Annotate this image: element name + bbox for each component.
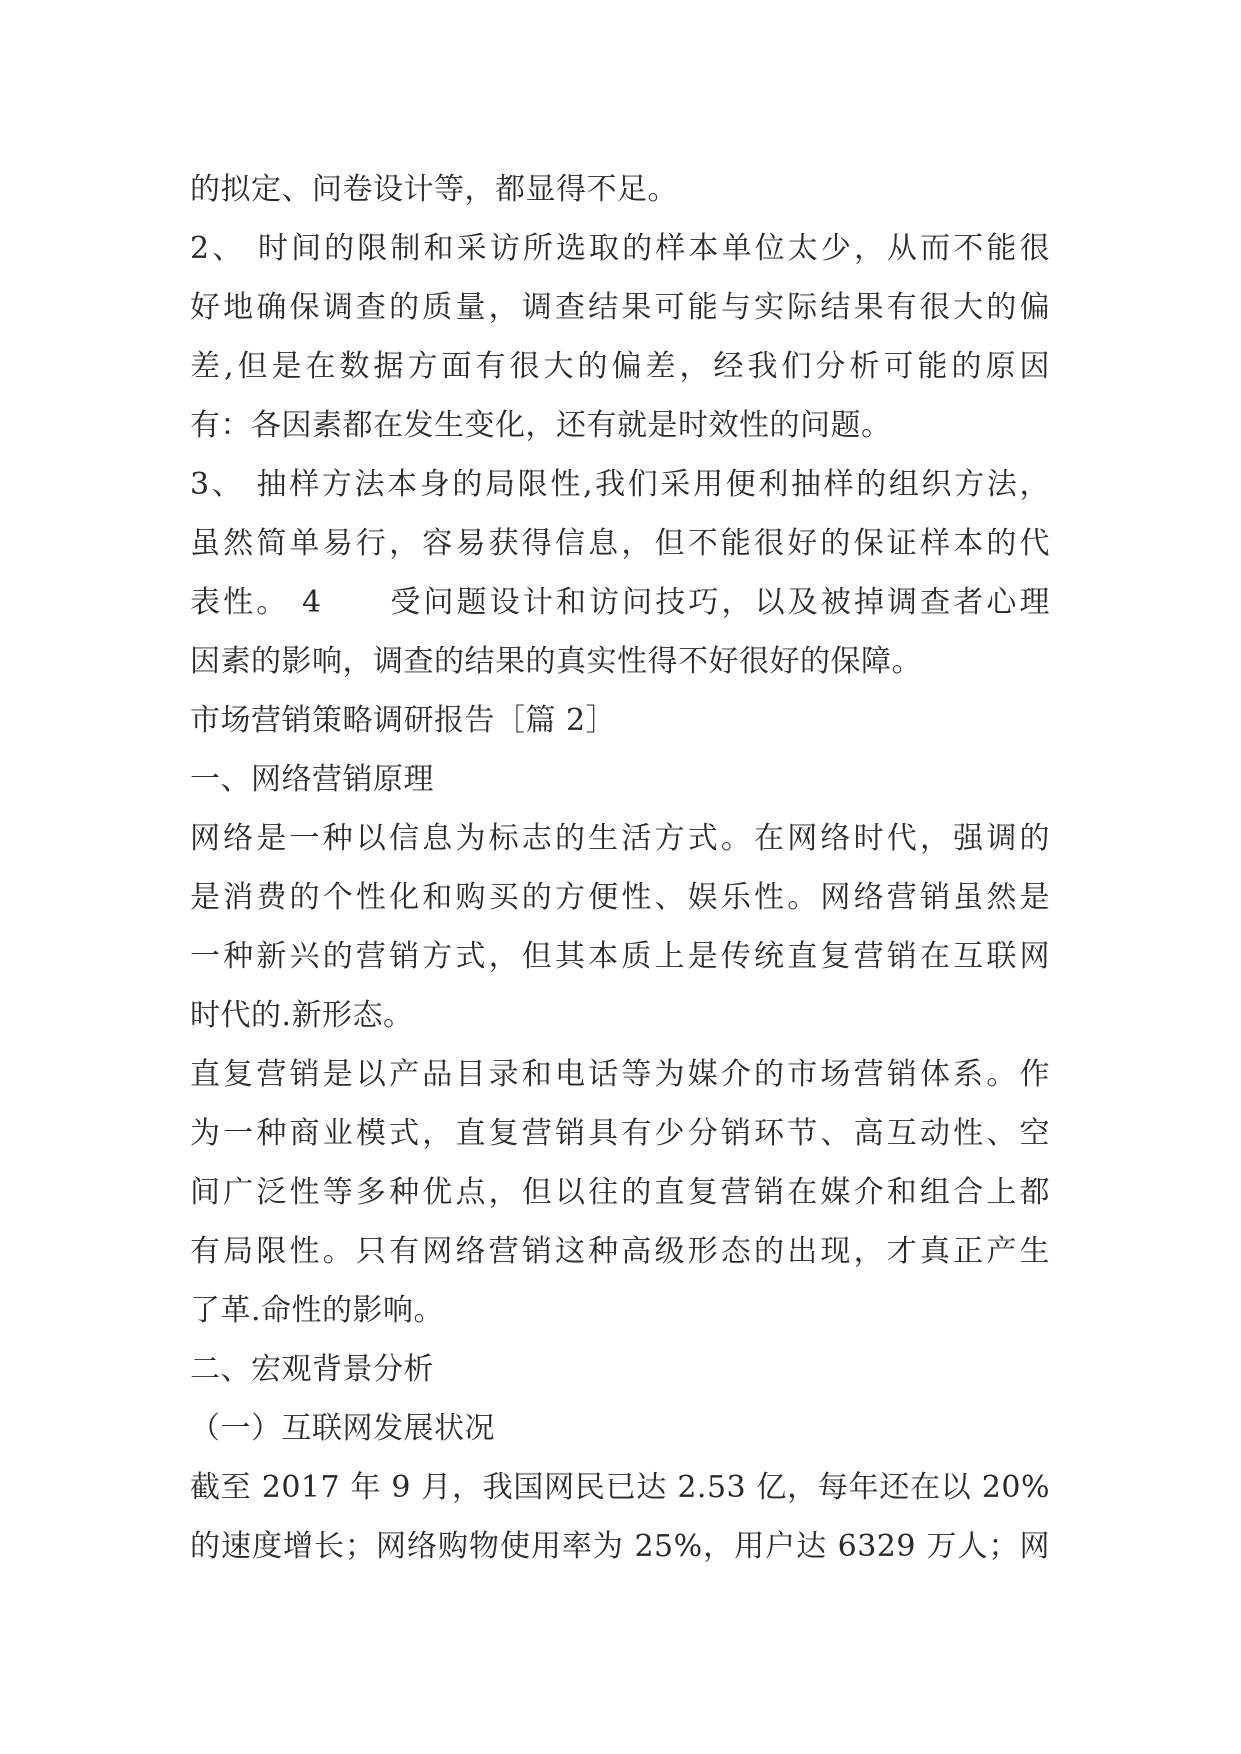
text-line: （一）互联网发展状况: [190, 1411, 495, 1446]
body-text: [190, 160, 1050, 1576]
text-line: 表性。 4 受问题设计和访问技巧，以及被掉调查者心理: [190, 585, 1050, 620]
text-line: 有：各因素都在发生变化，还有就是时效性的问题。: [190, 408, 892, 443]
text-line: 好地确保调查的质量，调查结果可能与实际结果有很大的偏: [190, 290, 1050, 325]
text-line: 时代的.新形态。: [190, 998, 414, 1033]
text-line: 的速度增长；网络购物使用率为 25%，用户达 6329 万人；网: [190, 1529, 1050, 1564]
text-line: 直复营销是以产品目录和电话等为媒介的市场营销体系。作: [190, 1057, 1050, 1092]
text-line: 虽然简单易行，容易获得信息，但不能很好的保证样本的代: [190, 526, 1050, 561]
text-line: 差,但是在数据方面有很大的偏差，经我们分析可能的原因: [190, 349, 1050, 384]
text-line: 为一种商业模式，直复营销具有少分销环节、高互动性、空: [190, 1116, 1050, 1151]
text-line: 截至 2017 年 9 月，我国网民已达 2.53 亿，每年还在以 20%: [190, 1470, 1050, 1505]
text-line: 市场营销策略调研报告［篇 2］: [190, 703, 617, 738]
text-line: 间广泛性等多种优点，但以往的直复营销在媒介和组合上都: [190, 1175, 1050, 1210]
text-line: 一、网络营销原理: [190, 762, 434, 797]
text-line: 有局限性。只有网络营销这种高级形态的出现，才真正产生: [190, 1234, 1050, 1269]
text-line: 的拟定、问卷设计等，都显得不足。: [190, 172, 678, 207]
text-line: 网络是一种以信息为标志的生活方式。在网络时代，强调的: [190, 821, 1050, 856]
text-line: 了革.命性的影响。: [190, 1293, 445, 1328]
text-line: 二、宏观背景分析: [190, 1352, 434, 1387]
text-line: 是消费的个性化和购买的方便性、娱乐性。网络营销虽然是: [190, 880, 1050, 915]
text-line: 3、 抽样方法本身的局限性,我们采用便利抽样的组织方法，: [190, 467, 1050, 502]
text-line: 因素的影响，调查的结果的真实性得不好很好的保障。: [190, 644, 922, 679]
text-line: 一种新兴的营销方式，但其本质上是传统直复营销在互联网: [190, 939, 1050, 974]
text-line: 2、 时间的限制和采访所选取的样本单位太少，从而不能很: [190, 231, 1050, 266]
